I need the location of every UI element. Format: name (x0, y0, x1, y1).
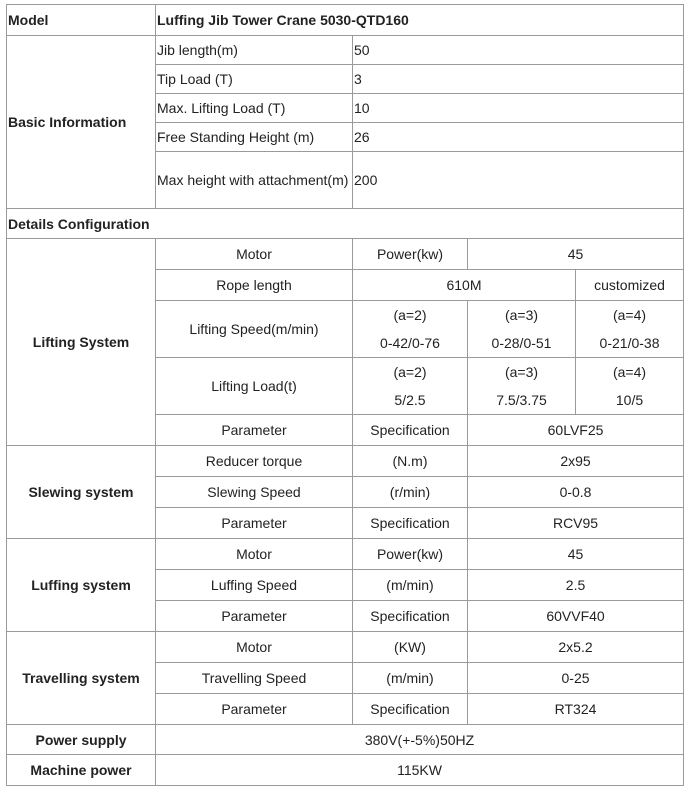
basic-row-value: 10 (353, 94, 684, 123)
rope-length-label: Rope length (156, 270, 353, 301)
luffing-row-label: Luffing Speed (156, 570, 353, 601)
lifting-speed-cell (353, 301, 468, 358)
slewing-row-unit: (N.m) (353, 446, 468, 477)
lifting-parameter-label: Parameter (156, 415, 353, 446)
lifting-speed-cell (576, 301, 684, 358)
rope-length-value: 610M (353, 270, 576, 301)
slewing-row-label: Slewing Speed (156, 477, 353, 508)
basic-row (7, 36, 684, 65)
travelling-system-label: Travelling system (7, 632, 156, 725)
machine-power-row (7, 755, 684, 786)
slewing-row-unit: (r/min) (353, 477, 468, 508)
lifting-speed-label: Lifting Speed(m/min) (156, 301, 353, 358)
slewing-row-value: 2x95 (468, 446, 684, 477)
luffing-row-unit: (m/min) (353, 570, 468, 601)
lifting-load-cell (576, 358, 684, 415)
luffing-row-label: Parameter (156, 601, 353, 632)
speed-value: 0-21/0-38 (599, 335, 660, 351)
travelling-row-label: Parameter (156, 694, 353, 725)
travelling-row-unit: Specification (353, 694, 468, 725)
lifting-motor-unit: Power(kw) (353, 239, 468, 270)
model-row (7, 5, 684, 36)
slewing-system-label: Slewing system (7, 446, 156, 539)
details-row (7, 209, 684, 239)
slewing-row (7, 446, 684, 477)
travelling-row-unit: (m/min) (353, 663, 468, 694)
luffing-row-label: Motor (156, 539, 353, 570)
basic-row-label: Jib length(m) (156, 36, 353, 65)
basic-information-label: Basic Information (7, 36, 156, 209)
lifting-parameter-unit: Specification (353, 415, 468, 446)
spec-table (6, 4, 684, 786)
basic-row-label: Max height with attachment(m) (156, 152, 353, 209)
lifting-motor-label: Motor (156, 239, 353, 270)
travelling-row (7, 632, 684, 663)
basic-row-value: 26 (353, 123, 684, 152)
basic-row-value: 50 (353, 36, 684, 65)
luffing-row (7, 539, 684, 570)
slewing-row-value: RCV95 (468, 508, 684, 539)
slewing-row-unit: Specification (353, 508, 468, 539)
luffing-system-label: Luffing system (7, 539, 156, 632)
model-label: Model (7, 5, 156, 36)
travelling-row-label: Motor (156, 632, 353, 663)
lifting-motor-row (7, 239, 684, 270)
lifting-load-cell (353, 358, 468, 415)
travelling-row-value: 2x5.2 (468, 632, 684, 663)
slewing-row-value: 0-0.8 (468, 477, 684, 508)
luffing-row-unit: Specification (353, 601, 468, 632)
basic-row-label: Max. Lifting Load (T) (156, 94, 353, 123)
reeving-label: (a=4) (612, 364, 647, 380)
travelling-row-value: RT324 (468, 694, 684, 725)
luffing-row-value: 2.5 (468, 570, 684, 601)
basic-row-value: 3 (353, 65, 684, 94)
travelling-row-value: 0-25 (468, 663, 684, 694)
basic-row-label: Tip Load (T) (156, 65, 353, 94)
reeving-label: (a=3) (504, 364, 539, 380)
machine-power-value: 115KW (156, 755, 684, 786)
model-value: Luffing Jib Tower Crane 5030-QTD160 (156, 5, 684, 36)
reeving-label: (a=2) (393, 307, 427, 323)
speed-value: 0-42/0-76 (380, 335, 440, 351)
slewing-row-label: Reducer torque (156, 446, 353, 477)
basic-row-label: Free Standing Height (m) (156, 123, 353, 152)
details-configuration-label: Details Configuration (7, 209, 684, 239)
reeving-label: (a=4) (612, 307, 647, 323)
machine-power-label: Machine power (7, 755, 156, 786)
travelling-row-unit: (KW) (353, 632, 468, 663)
lifting-load-label: Lifting Load(t) (156, 358, 353, 415)
lifting-load-cell (468, 358, 576, 415)
lifting-parameter-value: 60LVF25 (468, 415, 684, 446)
luffing-row-unit: Power(kw) (353, 539, 468, 570)
reeving-label: (a=3) (504, 307, 539, 323)
travelling-row-label: Travelling Speed (156, 663, 353, 694)
load-value: 5/2.5 (394, 392, 426, 408)
luffing-row-value: 60VVF40 (468, 601, 684, 632)
basic-row-value: 200 (353, 152, 684, 209)
power-supply-value: 380V(+-5%)50HZ (156, 725, 684, 755)
lifting-speed-cell (468, 301, 576, 358)
speed-value: 0-28/0-51 (491, 335, 552, 351)
power-supply-label: Power supply (7, 725, 156, 755)
reeving-label: (a=2) (393, 364, 427, 380)
load-value: 10/5 (615, 392, 644, 408)
slewing-row-label: Parameter (156, 508, 353, 539)
power-supply-row (7, 725, 684, 755)
lifting-system-label: Lifting System (7, 239, 156, 446)
load-value: 7.5/3.75 (496, 392, 547, 408)
lifting-motor-value: 45 (468, 239, 684, 270)
luffing-row-value: 45 (468, 539, 684, 570)
rope-length-note: customized (576, 270, 684, 301)
